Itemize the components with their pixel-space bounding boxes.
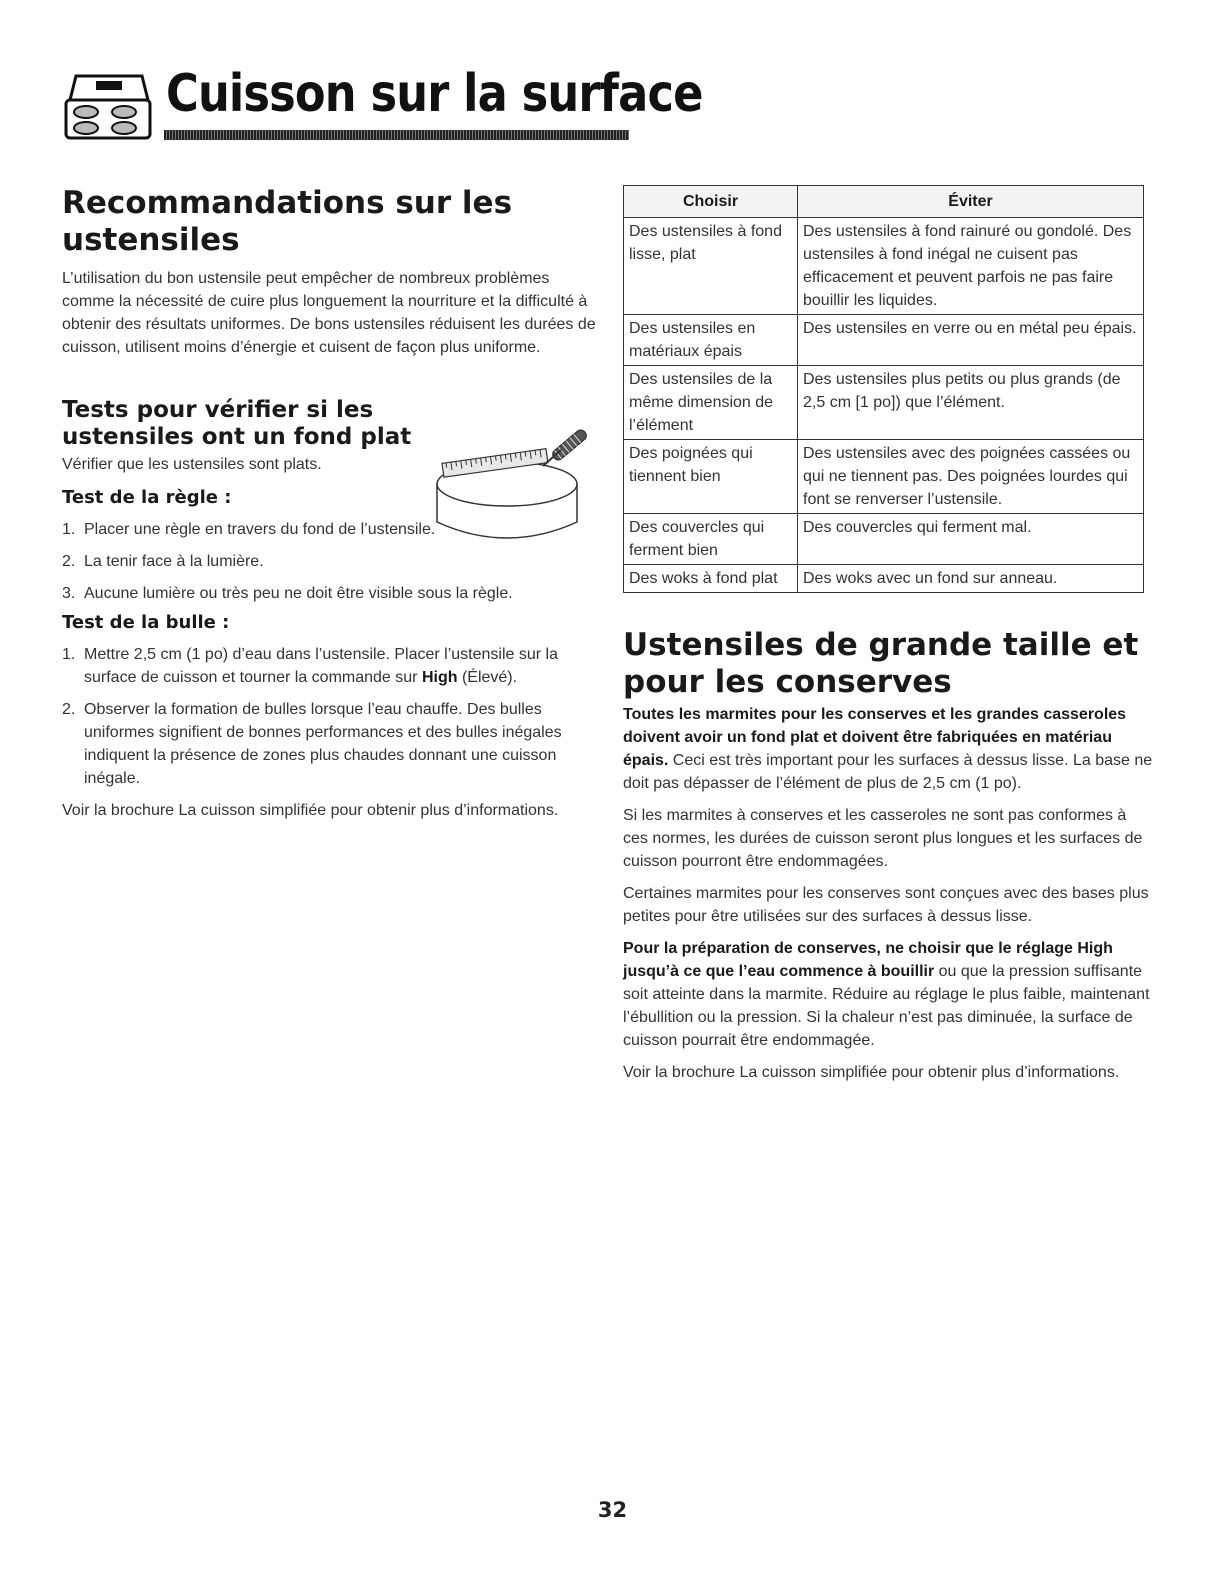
choose-cell: Des couvercles qui ferment bien [624,514,798,565]
table-row [624,366,1144,440]
avoid-cell: Des ustensiles à fond rainuré ou gondolé. Des ustensiles à fond inégal ne cuisent pas efficacement et peuvent parfois ne pas faire bouillir les liquides. [798,218,1144,315]
table-row [624,218,1144,315]
canning-paragraph-1: Toutes les marmites pour les conserves et les grandes casseroles doivent avoir un fond plat et doivent être fabriquées en matériau épais. Ceci est très important pour les surfaces à dessus lisse. La base ne doit pas dépasser de l’élément de plus de 2,5 cm (1 po). [623,706,1153,792]
page-title: Cuisson sur la surface [166,64,703,124]
choose-cell: Des poignées qui tiennent bien [624,440,798,514]
canning-heading: Ustensiles de grande taille et pour les conserves [623,627,1139,700]
choose-cell: Des ustensiles en matériaux épais [624,315,798,366]
table-row [624,440,1144,514]
list-item: 2. Observer la formation de bulles lorsque l’eau chauffe. Des bulles uniformes signifient de bonnes performances et des bulles inégales indiquent la présence de zones plus chaudes donnant une cuisson inégale. [62,701,562,787]
bubble-test-heading: Test de la bulle : [62,612,230,633]
right-column [623,185,1153,1084]
canning-paragraph-2: Si les marmites à conserves et les casseroles ne sont pas conformes à ces normes, les durées de cuisson seront plus longues et les surfaces de cuisson pourront être endommagées. [623,807,1143,870]
avoid-cell: Des woks avec un fond sur anneau. [798,565,1144,593]
flat-test-intro: Vérifier que les ustensiles sont plats. [62,456,322,473]
cookware-heading: Recommandations sur les ustensiles [62,185,513,258]
col-avoid-header: Éviter [798,186,1144,218]
ruler-test-heading: Test de la règle : [62,487,232,508]
choose-cell: Des woks à fond plat [624,565,798,593]
col-choose-header: Choisir [624,186,798,218]
choose-cell: Des ustensiles à fond lisse, plat [624,218,798,315]
cookware-table [623,185,1144,593]
page-number: 32 [597,1498,628,1522]
table-row [624,565,1144,593]
bubble-test-steps [62,643,597,790]
pot-ruler-illustration [425,422,590,552]
page-header [62,62,703,157]
avoid-cell: Des ustensiles en verre ou en métal peu épais. [798,315,1144,366]
choose-cell: Des ustensiles de la même dimension de l’élément [624,366,798,440]
avoid-cell: Des ustensiles plus petits ou plus grands (de 2,5 cm [1 po]) que l’élément. [798,366,1144,440]
canning-paragraph-5: Voir la brochure La cuisson simplifiée pour obtenir plus d’informations. [623,1064,1120,1081]
canning-paragraph-4: Pour la préparation de conserves, ne choisir que le réglage High jusqu’à ce que l’eau commence à bouillir ou que la pression suffisante soit atteinte dans la marmite. Réduire au réglage le plus faible, maintenant l’ébullition ou la pression. Si la chaleur n’est pas diminuée, la surface de cuisson pourrait être endommagée. [623,940,1150,1049]
table-row [624,315,1144,366]
list-item: 3. Aucune lumière ou très peu ne doit être visible sous la règle. [62,585,513,602]
title-rule [164,130,629,140]
avoid-cell: Des ustensiles avec des poignées cassées ou qui ne tiennent pas. Des poignées lourdes qui font se renverser l’ustensile. [798,440,1144,514]
avoid-cell: Des couvercles qui ferment mal. [798,514,1144,565]
list-item: 2. La tenir face à la lumière. [62,553,264,570]
list-item: 1. Mettre 2,5 cm (1 po) d’eau dans l’ustensile. Placer l’ustensile sur la surface de cuisson et tourner la commande sur High (Élevé). [62,646,558,686]
cookware-intro: L’utilisation du bon ustensile peut empêcher de nombreux problèmes comme la nécessité de cuire plus longuement la nourriture et la difficulté à obtenir des résultats uniformes. De bons ustensiles réduisent les durées de cuisson, utilisent moins d’énergie et cuisent de façon plus uniforme. [62,270,596,356]
more-info-text: Voir la brochure La cuisson simplifiée pour obtenir plus d’informations. [62,802,559,819]
cooktop-icon [62,70,152,144]
list-item: 1. Placer une règle en travers du fond de l’ustensile. [62,521,436,538]
canning-paragraph-3: Certaines marmites pour les conserves sont conçues avec des bases plus petites pour être utilisées sur des surfaces à dessus lisse. [623,885,1149,925]
flat-test-heading: Tests pour vérifier si les ustensiles ont un fond plat [62,397,412,450]
table-row [624,514,1144,565]
